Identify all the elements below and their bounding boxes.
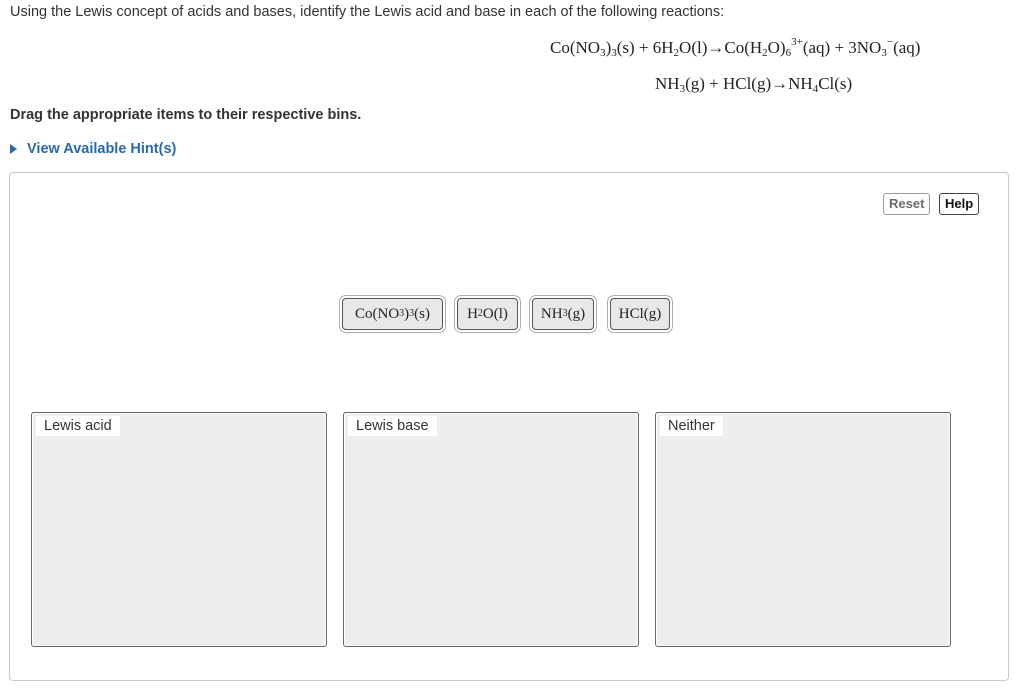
hint-link-label: View Available Hint(s)	[27, 141, 177, 157]
draggable-tile-ammonia[interactable]: NH 3 (g)	[532, 298, 594, 330]
bin-label: Lewis base	[348, 416, 437, 436]
reaction-equation-2: $NH_3(g) + HCl(g)\to NH_4Cl(s)$	[655, 74, 853, 95]
bin-label: Neither	[660, 416, 723, 436]
bin-neither[interactable]	[655, 412, 951, 647]
reset-button[interactable]: Reset	[883, 193, 930, 215]
draggable-tile-water[interactable]: H 2 O(l)	[457, 298, 518, 330]
view-hints-link[interactable]	[10, 141, 176, 157]
draggable-tile-hydrogen-chloride[interactable]: HCl(g)	[610, 298, 670, 330]
expand-triangle-icon	[10, 144, 17, 154]
drag-drop-workspace	[9, 172, 1009, 681]
bin-lewis-acid[interactable]	[31, 412, 327, 647]
instruction-text: Drag the appropriate items to their respective bins.	[10, 107, 362, 123]
question-text: Using the Lewis concept of acids and bases, identify the Lewis acid and base in each of the following reactions:	[10, 4, 725, 20]
help-button[interactable]: Help	[939, 193, 979, 215]
draggable-tile-cobalt-nitrate[interactable]: Co(NO 3 ) 3 (s)	[342, 298, 443, 330]
bin-label: Lewis acid	[36, 416, 120, 436]
reaction-equation-1: $Co(NO_3)_3(s) + 6H_2O(l)\to Co(H_2O)_6^{3+}(aq) + 3NO_3^-(aq)$	[550, 36, 921, 59]
bin-lewis-base[interactable]	[343, 412, 639, 647]
